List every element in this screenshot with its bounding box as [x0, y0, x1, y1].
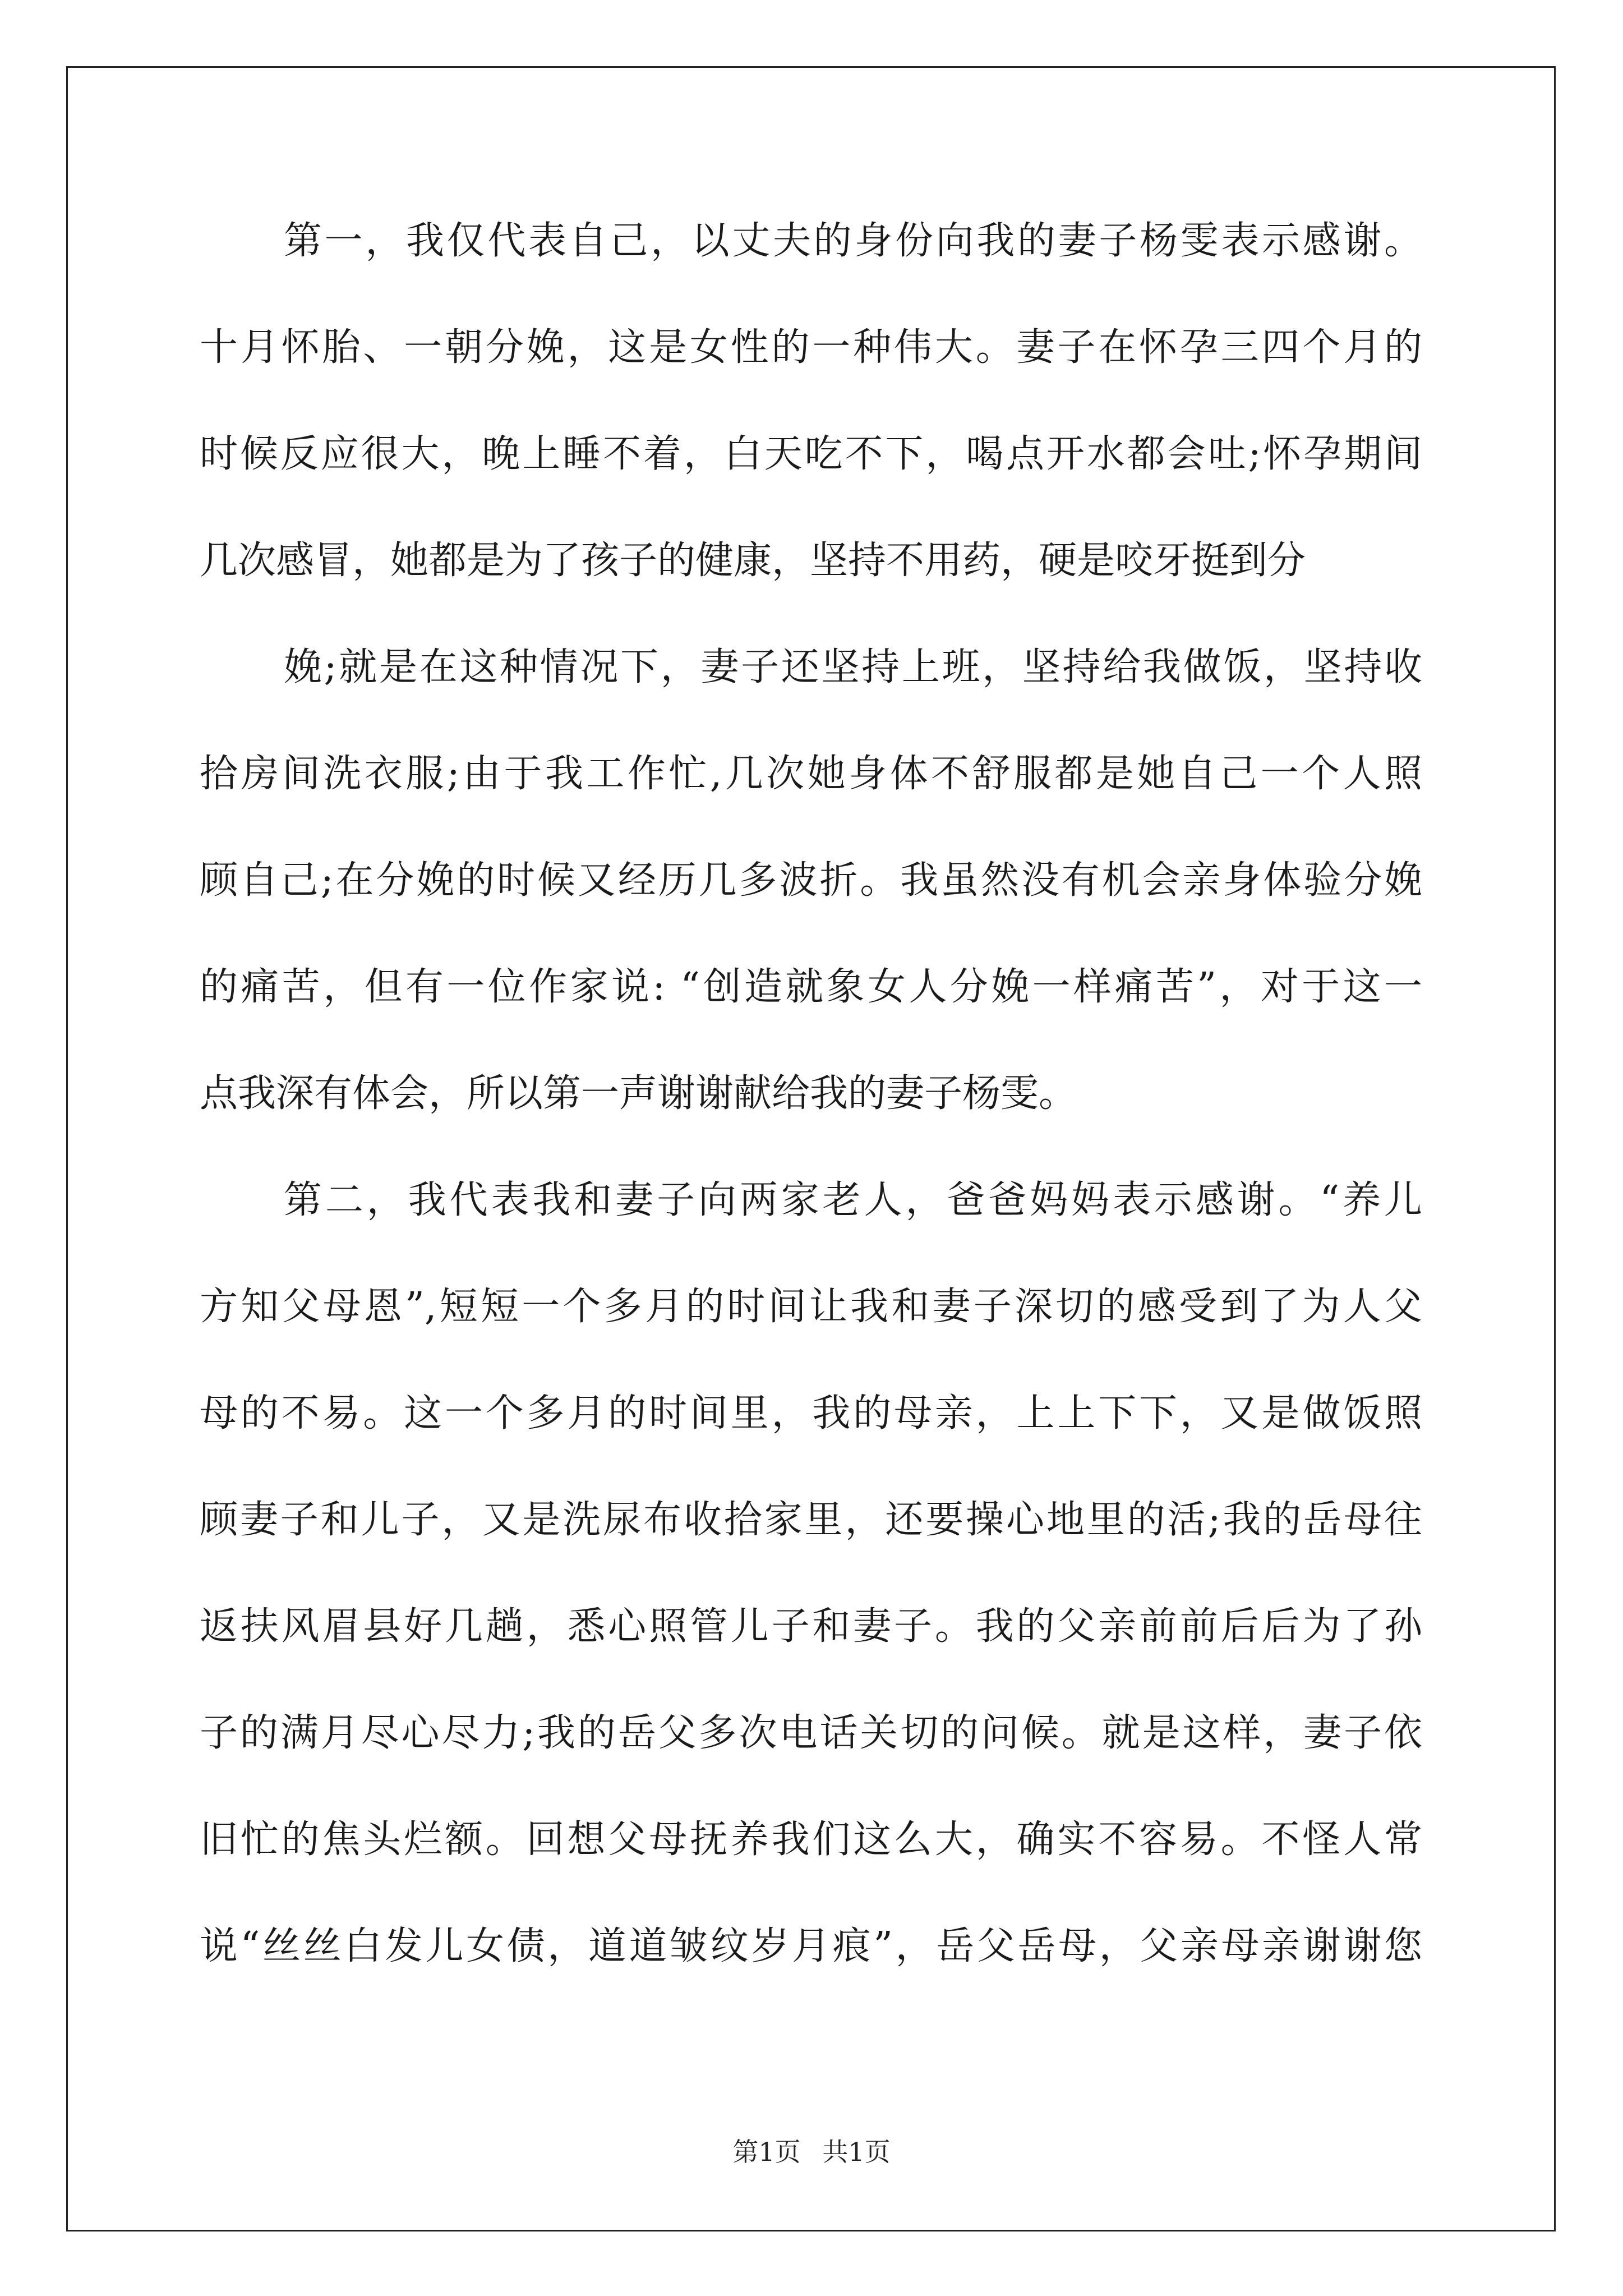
text-line: 顾妻子和儿子，又是洗尿布收拾家里，还要操心地里的活;我的岳母往 — [200, 1498, 1422, 1542]
text-line: 子的满月尽心尽力;我的岳父多次电话关切的问候。就是这样，妻子依 — [200, 1711, 1422, 1755]
text-line: 几次感冒，她都是为了孩子的健康，坚持不用药，硬是咬牙挺到分 — [200, 539, 1306, 583]
text-line: 说“丝丝白发儿女债，道道皱纹岁月痕”，岳父岳母，父亲母亲谢谢您 — [200, 1924, 1422, 1968]
text-line: 点我深有体会，所以第一声谢谢献给我的妻子杨雯。 — [200, 1071, 1077, 1116]
page-footer — [0, 2135, 1623, 2169]
text-line: 拾房间洗衣服;由于我工作忙,几次她身体不舒服都是她自己一个人照 — [200, 752, 1422, 796]
text-line: 旧忙的焦头烂额。回想父母抚养我们这么大，确实不容易。不怪人常 — [200, 1818, 1422, 1862]
text-line: 顾自己;在分娩的时候又经历几多波折。我虽然没有机会亲身体验分娩 — [200, 858, 1422, 903]
text-line: 的痛苦，但有一位作家说: “创造就象女人分娩一样痛苦”，对于这一 — [200, 965, 1422, 1009]
page-total: 共1页 — [822, 2137, 891, 2167]
text-line: 母的不易。这一个多月的时间里，我的母亲，上上下下，又是做饭照 — [200, 1391, 1422, 1435]
text-line: 十月怀胎、一朝分娩，这是女性的一种伟大。妻子在怀孕三四个月的 — [200, 325, 1422, 370]
page-border — [66, 66, 1556, 2231]
text-line: 第二，我代表我和妻子向两家老人，爸爸妈妈表示感谢。“养儿 — [284, 1178, 1422, 1222]
page-number: 第1页 — [732, 2137, 801, 2167]
text-line: 娩;就是在这种情况下，妻子还坚持上班，坚持给我做饭，坚持收 — [284, 645, 1422, 689]
text-line: 第一，我仅代表自己，以丈夫的身份向我的妻子杨雯表示感谢。 — [284, 219, 1422, 263]
text-line: 返扶风眉县好几趟，悉心照管儿子和妻子。我的父亲前前后后为了孙 — [200, 1604, 1422, 1649]
text-line: 时候反应很大，晚上睡不着，白天吃不下，喝点开水都会吐;怀孕期间 — [200, 432, 1422, 476]
text-line: 方知父母恩”,短短一个多月的时间让我和妻子深切的感受到了为人父 — [200, 1285, 1422, 1329]
